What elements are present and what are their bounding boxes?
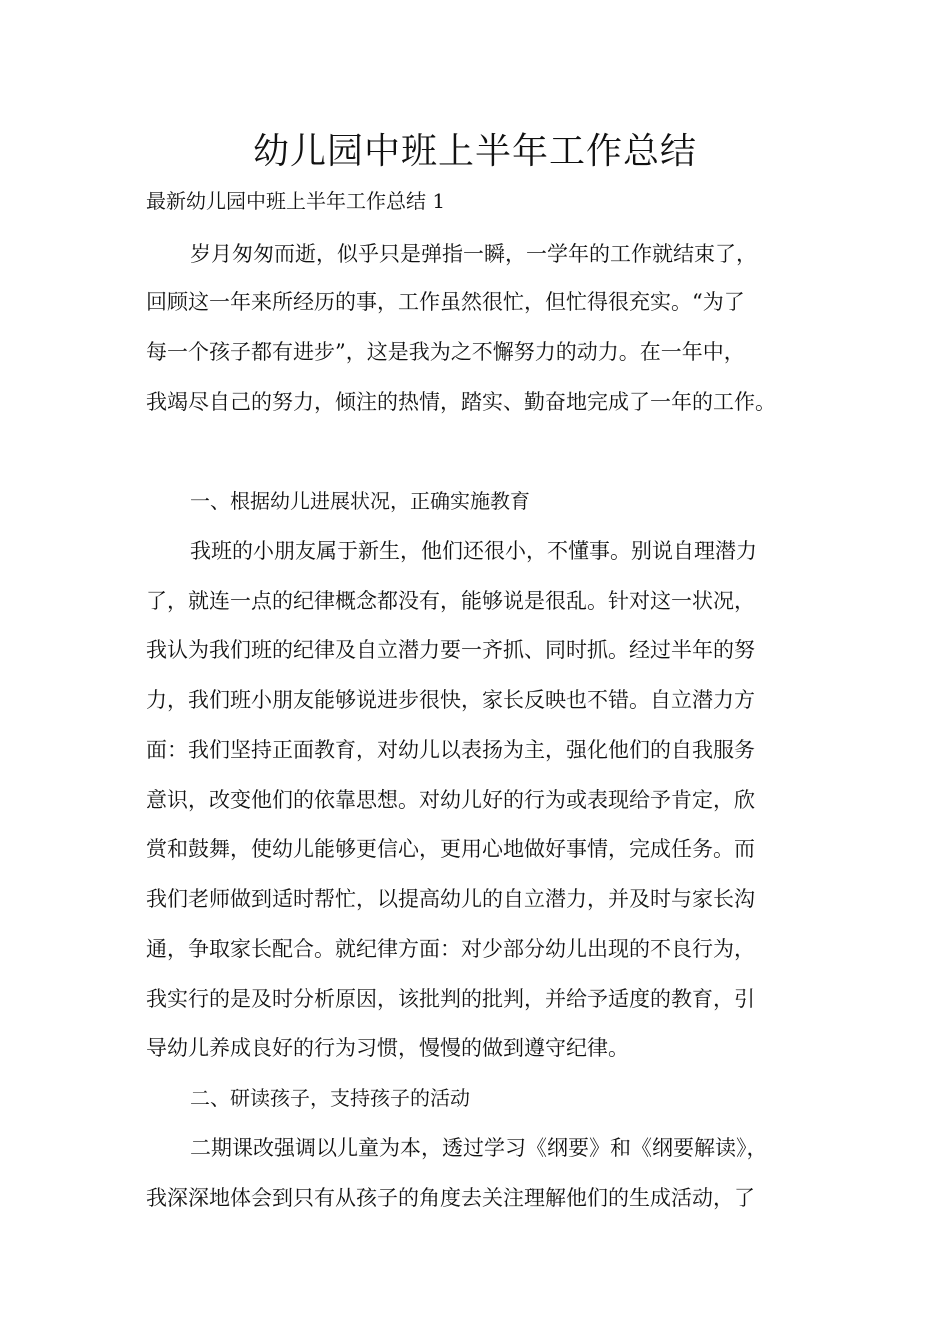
- paragraph-line: 我实行的是及时分析原因，该批判的批判，并给予适度的教育，引: [146, 987, 755, 1011]
- paragraph-line: 岁月匆匆而逝，似乎只是弹指一瞬，一学年的工作就结束了，: [190, 242, 757, 266]
- document-title: 幼儿园中班上半年工作总结: [252, 131, 697, 172]
- paragraph-line: 导幼儿养成良好的行为习惯，慢慢的做到遵守纪律。: [146, 1036, 629, 1060]
- paragraph-line: 每一个孩子都有进步”，这是我为之不懈努力的动力。在一年中，: [146, 340, 745, 364]
- paragraph-line: 我们老师做到适时帮忙，以提高幼儿的自立潜力，并及时与家长沟: [146, 887, 755, 911]
- paragraph-line: 力，我们班小朋友能够说进步很快，家长反映也不错。自立潜力方: [146, 688, 755, 712]
- paragraph-line: 通，争取家长配合。就纪律方面：对少部分幼儿出现的不良行为，: [146, 937, 755, 961]
- paragraph-line: 我竭尽自己的努力，倾注的热情，踏实、勤奋地完成了一年的工作。: [146, 390, 776, 414]
- document-subtitle: 最新幼儿园中班上半年工作总结 1: [146, 189, 446, 213]
- section-heading: 二、研读孩子，支持孩子的活动: [190, 1086, 470, 1110]
- section-heading: 一、根据幼儿进展状况，正确实施教育: [190, 489, 530, 513]
- paragraph-line: 回顾这一年来所经历的事，工作虽然很忙，但忙得很充实。“为了: [146, 290, 745, 314]
- paragraph-line: 了，就连一点的纪律概念都没有，能够说是很乱。针对这一状况，: [146, 589, 755, 613]
- paragraph-line: 意识，改变他们的依靠思想。对幼儿好的行为或表现给予肯定，欣: [146, 788, 755, 812]
- paragraph-line: 我认为我们班的纪律及自立潜力要一齐抓、同时抓。经过半年的努: [146, 638, 755, 662]
- paragraph-line: 赏和鼓舞，使幼儿能够更信心，更用心地做好事情，完成任务。而: [146, 837, 755, 861]
- paragraph-line: 我班的小朋友属于新生，他们还很小，不懂事。别说自理潜力: [190, 539, 757, 563]
- paragraph-line: 我深深地体会到只有从孩子的角度去关注理解他们的生成活动，了: [146, 1186, 755, 1210]
- paragraph-line: 面：我们坚持正面教育，对幼儿以表扬为主，强化他们的自我服务: [146, 738, 755, 762]
- paragraph-line: 二期课改强调以儿童为本，透过学习《纲要》和《纲要解读》，: [190, 1136, 768, 1160]
